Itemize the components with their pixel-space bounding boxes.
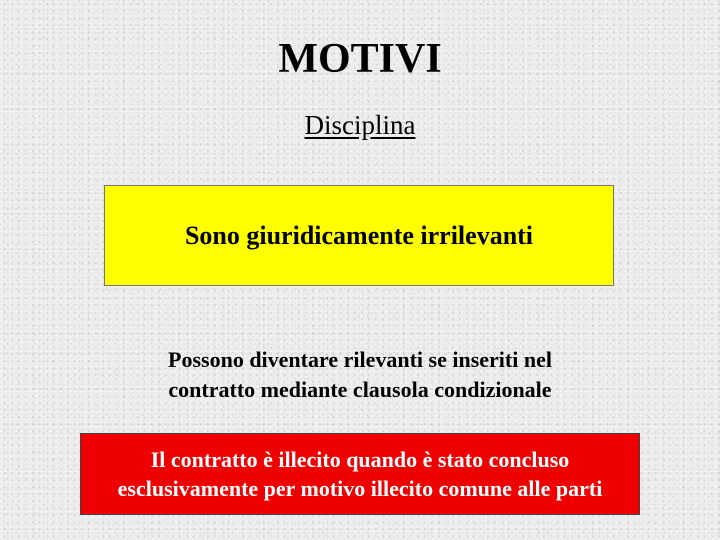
slide-subtitle: Disciplina bbox=[304, 110, 416, 140]
warning-box bbox=[80, 433, 640, 515]
note-line-2: contratto mediante clausola condizionale bbox=[168, 377, 552, 402]
slide-title: MOTIVI bbox=[278, 36, 442, 82]
note-text bbox=[0, 345, 720, 405]
highlight-box bbox=[104, 185, 614, 286]
highlight-text: Sono giuridicamente irrilevanti bbox=[184, 220, 534, 250]
warning-line-1: Il contratto è illecito quando è stato concluso bbox=[150, 447, 570, 472]
warning-line-2: esclusivamente per motivo illecito comune alle parti bbox=[117, 476, 603, 501]
note-line-1: Possono diventare rilevanti se inseriti nel bbox=[168, 347, 552, 372]
